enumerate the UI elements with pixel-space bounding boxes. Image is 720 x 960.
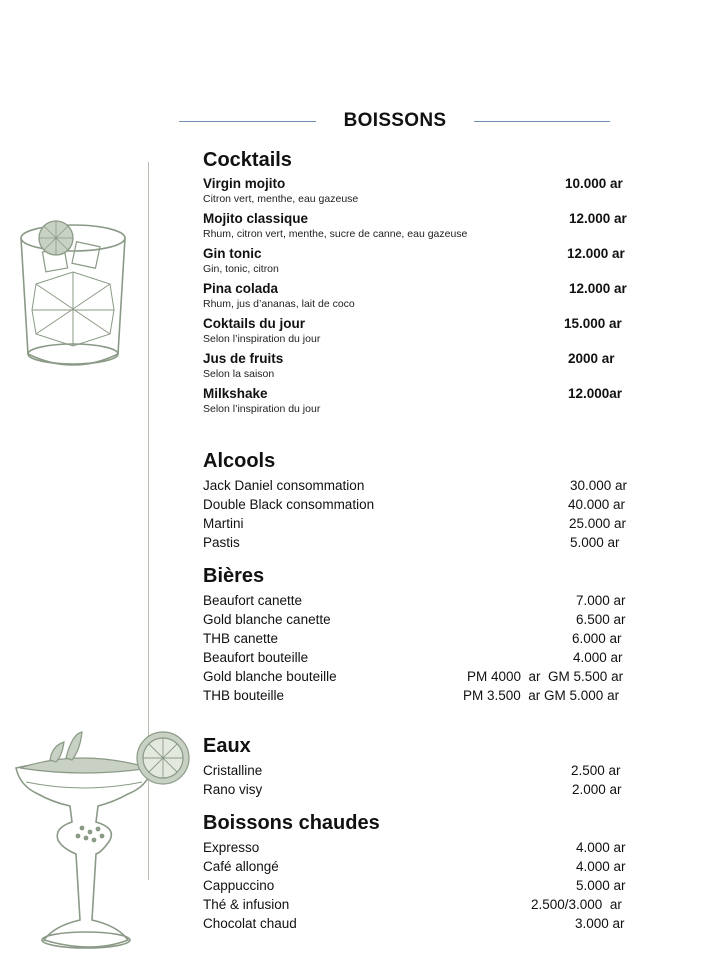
menu-item bbox=[203, 780, 643, 799]
item-price: 12.000 ar bbox=[569, 211, 627, 226]
item-price: PM 3.500 ar GM 5.000 ar bbox=[463, 688, 620, 703]
item-name: Martini bbox=[203, 516, 244, 531]
title-rule-right bbox=[474, 121, 610, 122]
item-price: 40.000 ar bbox=[568, 497, 626, 512]
menu-item bbox=[203, 761, 643, 780]
title-rule-left bbox=[179, 121, 316, 122]
item-name: Virgin mojito bbox=[203, 176, 286, 191]
menu-item bbox=[203, 495, 643, 514]
item-name: Thé & infusion bbox=[203, 897, 290, 912]
item-name: Cappuccino bbox=[203, 878, 275, 893]
item-name: THB bouteille bbox=[203, 688, 285, 703]
item-description: Citron vert, menthe, eau gazeuse bbox=[203, 193, 359, 205]
menu-item bbox=[203, 838, 643, 857]
item-price: 4.000 ar bbox=[573, 650, 623, 665]
item-name: Jack Daniel consommation bbox=[203, 478, 365, 493]
page-title: BOISSONS bbox=[343, 110, 447, 131]
menu-item bbox=[203, 629, 643, 648]
menu-item bbox=[203, 857, 643, 876]
item-description: Rhum, citron vert, menthe, sucre de canne, eau gazeuse bbox=[203, 228, 468, 240]
item-name: Pastis bbox=[203, 535, 240, 550]
item-name: Beaufort bouteille bbox=[203, 650, 309, 665]
item-name: Beaufort canette bbox=[203, 593, 303, 608]
item-name: Coktails du jour bbox=[203, 316, 306, 331]
item-price: 5.000 ar bbox=[570, 535, 620, 550]
item-name: Expresso bbox=[203, 840, 260, 855]
item-price: 2.500/3.000 ar bbox=[531, 897, 622, 912]
item-name: Double Black consommation bbox=[203, 497, 375, 512]
item-name: Cristalline bbox=[203, 763, 263, 778]
menu-item bbox=[203, 385, 643, 420]
item-price: 5.000 ar bbox=[576, 878, 626, 893]
menu-item bbox=[203, 610, 643, 629]
item-price: 6.500 ar bbox=[576, 612, 626, 627]
item-name: Pina colada bbox=[203, 281, 279, 296]
item-name: Mojito classique bbox=[203, 211, 309, 226]
menu-item bbox=[203, 315, 643, 350]
item-price: 10.000 ar bbox=[565, 176, 623, 191]
menu-item bbox=[203, 591, 643, 610]
menu-item bbox=[203, 533, 643, 552]
item-name: Gin tonic bbox=[203, 246, 262, 261]
section-title-eaux: Eaux bbox=[203, 735, 251, 757]
item-price: 12.000ar bbox=[568, 386, 623, 401]
section-title-boissons-chaudes: Boissons chaudes bbox=[203, 812, 380, 834]
item-price: 2000 ar bbox=[568, 351, 615, 366]
menu-item bbox=[203, 280, 643, 315]
item-name: Jus de fruits bbox=[203, 351, 284, 366]
item-price: 25.000 ar bbox=[569, 516, 627, 531]
menu-item bbox=[203, 514, 643, 533]
menu-item bbox=[203, 175, 643, 210]
menu-item bbox=[203, 914, 643, 933]
item-price: 2.500 ar bbox=[571, 763, 621, 778]
rocks-glass-illustration bbox=[14, 214, 132, 376]
cocktails-section bbox=[203, 148, 643, 420]
menu-item bbox=[203, 476, 643, 495]
item-name: Gold blanche canette bbox=[203, 612, 331, 627]
item-description: Selon la saison bbox=[203, 368, 275, 380]
menu-item bbox=[203, 876, 643, 895]
eaux-section bbox=[203, 734, 643, 799]
item-description: Gin, tonic, citron bbox=[203, 263, 279, 275]
menu-item bbox=[203, 686, 643, 705]
item-description: Selon l’inspiration du jour bbox=[203, 403, 321, 415]
item-name: Café allongé bbox=[203, 859, 279, 874]
item-price: 2.000 ar bbox=[572, 782, 622, 797]
item-price: 15.000 ar bbox=[564, 316, 622, 331]
item-price: 3.000 ar bbox=[575, 916, 625, 931]
section-title-cocktails: Cocktails bbox=[203, 149, 292, 171]
boissons-chaudes-section bbox=[203, 811, 643, 933]
item-price: PM 4000 ar GM 5.500 ar bbox=[467, 669, 624, 684]
item-name: Chocolat chaud bbox=[203, 916, 297, 931]
item-price: 30.000 ar bbox=[570, 478, 628, 493]
item-name: Rano visy bbox=[203, 782, 263, 797]
item-price: 12.000 ar bbox=[567, 246, 625, 261]
menu-item bbox=[203, 667, 643, 686]
item-name: Milkshake bbox=[203, 386, 268, 401]
item-price: 4.000 ar bbox=[576, 859, 626, 874]
item-price: 7.000 ar bbox=[576, 593, 626, 608]
section-title-bieres: Bières bbox=[203, 565, 265, 587]
margarita-glass-illustration bbox=[10, 730, 195, 960]
item-name: Gold blanche bouteille bbox=[203, 669, 337, 684]
alcools-section bbox=[203, 449, 643, 552]
item-price: 4.000 ar bbox=[576, 840, 626, 855]
section-title-alcools: Alcools bbox=[203, 450, 276, 472]
menu-item bbox=[203, 648, 643, 667]
item-price: 12.000 ar bbox=[569, 281, 627, 296]
item-description: Rhum, jus d’ananas, lait de coco bbox=[203, 298, 355, 310]
item-name: THB canette bbox=[203, 631, 279, 646]
item-price: 6.000 ar bbox=[572, 631, 622, 646]
menu-item bbox=[203, 245, 643, 280]
menu-item bbox=[203, 895, 643, 914]
bieres-section bbox=[203, 564, 643, 705]
item-description: Selon l’inspiration du jour bbox=[203, 333, 321, 345]
menu-item bbox=[203, 350, 643, 385]
menu-item bbox=[203, 210, 643, 245]
